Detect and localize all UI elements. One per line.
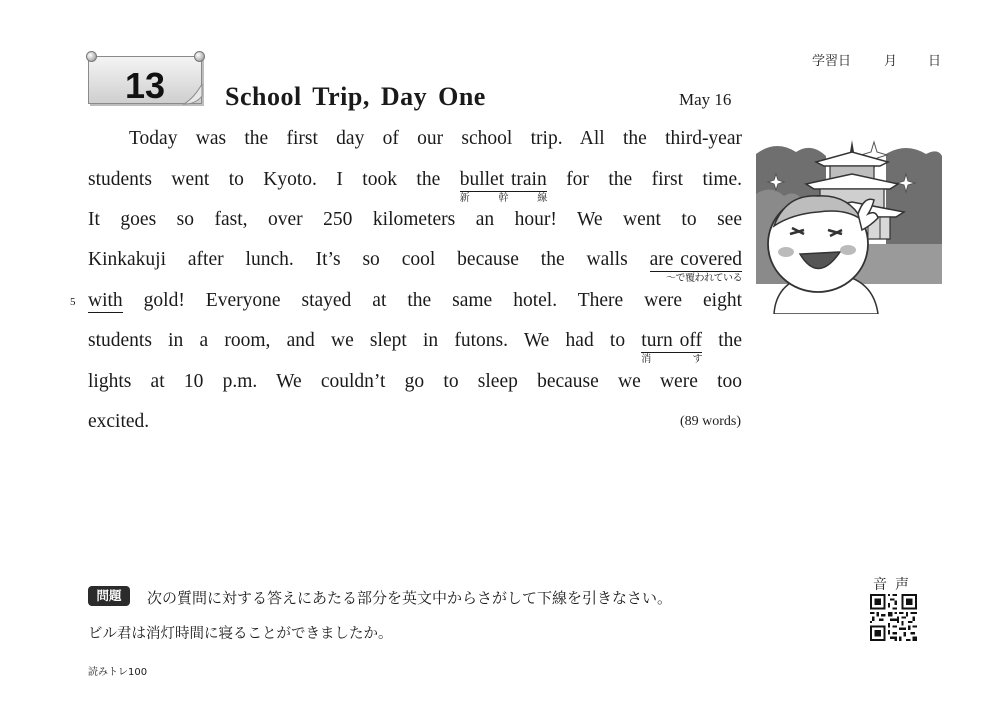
vocab-word: turn off (641, 330, 702, 351)
month-label: 月 (884, 54, 898, 69)
word-count: (89 words) (679, 414, 741, 429)
passage-text: Kinkakuji after lunch. It’s so cool because the walls (88, 249, 628, 270)
vocab-word: are covered (649, 249, 743, 270)
vocab-gloss: ～で覆われている (666, 273, 743, 284)
passage-line: excited. (88, 411, 150, 432)
passage-text: the (718, 330, 743, 351)
vocab-underline (459, 169, 547, 204)
passage-line: Today was the first day of our school trip. All the third-year (129, 128, 742, 149)
passage-line (88, 328, 743, 365)
day-label: 日 (928, 54, 942, 69)
qr-code-icon[interactable] (870, 594, 917, 641)
passage-text: for the first time. (566, 169, 743, 190)
passage-line (88, 288, 742, 314)
question-label: 問題 (88, 586, 130, 606)
passage-line (88, 167, 743, 204)
vocab-underline (641, 330, 702, 365)
passage-line: It goes so fast, over 250 kilometers an hour! We went to see (88, 209, 742, 230)
pin-icon (86, 51, 97, 62)
passage-text: gold! Everyone stayed at the same hotel. There were eight (143, 290, 742, 311)
pin-icon (194, 51, 205, 62)
vocab-underline (88, 290, 123, 313)
question-instruction: 次の質問に対する答えにあたる部分を英文中からさがして下線を引きなさい。 (147, 589, 673, 607)
book-name: 読みトレ100 (88, 667, 148, 678)
question-text: ビル君は消灯時間に寝ることができましたか。 (88, 626, 393, 642)
lesson-title: School Trip, Day One (225, 82, 486, 111)
vocab-word: bullet train (459, 169, 547, 190)
vocab-word: with (88, 290, 123, 311)
vocab-gloss: 消す (641, 354, 702, 365)
lesson-badge (86, 50, 206, 108)
passage-text: students went to Kyoto. I took the (88, 169, 441, 190)
lesson-number: 13 (124, 65, 166, 106)
passage-line: lights at 10 p.m. We couldn’t go to sleep because we were too (88, 371, 742, 392)
audio-label: 音声 (873, 577, 917, 593)
study-date-label: 学習日 (812, 54, 852, 69)
entry-date: May 16 (679, 90, 732, 109)
passage-text: students in a room, and we slept in futons. We had to (88, 330, 626, 351)
page-curl-icon (182, 84, 204, 106)
vocab-gloss: 新幹線 (459, 193, 547, 204)
passage-line (88, 247, 743, 284)
kinkakuji-illustration (756, 134, 942, 314)
line-number: 5 (70, 296, 76, 308)
vocab-underline (649, 249, 743, 284)
